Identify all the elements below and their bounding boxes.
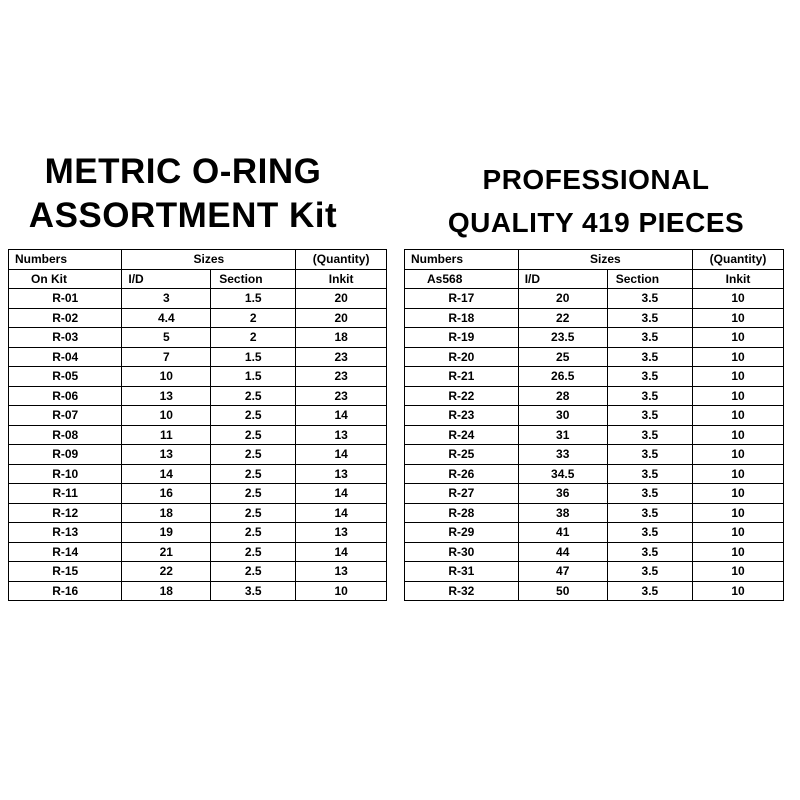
table-cell: 20 bbox=[296, 289, 387, 309]
table-cell: 13 bbox=[296, 562, 387, 582]
table-cell: 2.5 bbox=[211, 425, 296, 445]
table-cell: 18 bbox=[122, 503, 211, 523]
table-row bbox=[9, 386, 387, 406]
header-row-sub bbox=[9, 269, 387, 289]
table-cell: 31 bbox=[518, 425, 607, 445]
table-row bbox=[405, 328, 784, 348]
table-cell: 2.5 bbox=[211, 386, 296, 406]
col-subheader-section: Section bbox=[211, 269, 296, 289]
table-cell: 3.5 bbox=[607, 445, 692, 465]
table-cell: 3.5 bbox=[607, 523, 692, 543]
col-subheader-inkit: Inkit bbox=[296, 269, 387, 289]
table-cell: 11 bbox=[122, 425, 211, 445]
title-left-line1: METRIC O-RING bbox=[44, 152, 322, 191]
table-cell: 5 bbox=[122, 328, 211, 348]
table-cell: R-09 bbox=[9, 445, 122, 465]
title-right-line1: PROFESSIONAL bbox=[482, 164, 710, 195]
table-cell: 36 bbox=[518, 484, 607, 504]
table-row bbox=[9, 425, 387, 445]
table-cell: R-32 bbox=[405, 581, 519, 601]
table-cell: 19 bbox=[122, 523, 211, 543]
table-cell: 3.5 bbox=[607, 484, 692, 504]
table-row bbox=[405, 581, 784, 601]
table-cell: 10 bbox=[693, 562, 784, 582]
table-header bbox=[9, 250, 387, 289]
col-header-quantity: (Quantity) bbox=[693, 250, 784, 270]
table-cell: 14 bbox=[122, 464, 211, 484]
table-cell: 3.5 bbox=[607, 503, 692, 523]
table-cell: 14 bbox=[296, 406, 387, 426]
table-cell: R-15 bbox=[9, 562, 122, 582]
table-row bbox=[405, 308, 784, 328]
table-cell: 10 bbox=[693, 386, 784, 406]
table-cell: R-03 bbox=[9, 328, 122, 348]
table-row bbox=[405, 445, 784, 465]
title-right-line2: QUALITY 419 PIECES bbox=[447, 207, 745, 239]
table-cell: 2 bbox=[211, 308, 296, 328]
table-row bbox=[9, 542, 387, 562]
table-cell: 23 bbox=[296, 386, 387, 406]
table-cell: 3.5 bbox=[607, 328, 692, 348]
table-cell: R-25 bbox=[405, 445, 519, 465]
table-cell: R-20 bbox=[405, 347, 519, 367]
table-cell: R-29 bbox=[405, 523, 519, 543]
table-cell: 22 bbox=[518, 308, 607, 328]
table-row bbox=[9, 406, 387, 426]
table-cell: 10 bbox=[693, 347, 784, 367]
table-cell: R-28 bbox=[405, 503, 519, 523]
metric-oring-kit-table bbox=[8, 249, 387, 601]
table-row bbox=[405, 425, 784, 445]
table-cell: 2.5 bbox=[211, 484, 296, 504]
table-cell: 3.5 bbox=[607, 367, 692, 387]
table-row bbox=[405, 289, 784, 309]
table-cell: 22 bbox=[122, 562, 211, 582]
table-cell: 10 bbox=[693, 445, 784, 465]
table-cell: R-18 bbox=[405, 308, 519, 328]
table-cell: 26.5 bbox=[518, 367, 607, 387]
table-cell: R-10 bbox=[9, 464, 122, 484]
table-cell: 3.5 bbox=[607, 386, 692, 406]
table-cell: R-22 bbox=[405, 386, 519, 406]
table-row bbox=[405, 347, 784, 367]
table-row bbox=[9, 484, 387, 504]
table-cell: 13 bbox=[122, 445, 211, 465]
table-row bbox=[9, 445, 387, 465]
table-cell: 23 bbox=[296, 367, 387, 387]
table-header bbox=[405, 250, 784, 289]
table-cell: 1.5 bbox=[211, 367, 296, 387]
table-row bbox=[405, 367, 784, 387]
col-header-numbers: Numbers bbox=[9, 250, 122, 270]
table-cell: 10 bbox=[693, 542, 784, 562]
table-cell: 3.5 bbox=[607, 347, 692, 367]
table-row bbox=[9, 523, 387, 543]
table-cell: 38 bbox=[518, 503, 607, 523]
table-cell: 13 bbox=[122, 386, 211, 406]
table-cell: 3.5 bbox=[607, 542, 692, 562]
table-cell: 3.5 bbox=[607, 308, 692, 328]
table-row bbox=[9, 367, 387, 387]
table-cell: R-12 bbox=[9, 503, 122, 523]
col-header-numbers: Numbers bbox=[405, 250, 519, 270]
table-row bbox=[405, 523, 784, 543]
table-cell: 2.5 bbox=[211, 503, 296, 523]
col-subheader-id: I/D bbox=[518, 269, 607, 289]
table-cell: R-23 bbox=[405, 406, 519, 426]
table-cell: 10 bbox=[693, 289, 784, 309]
table-body bbox=[405, 289, 784, 601]
table-row bbox=[9, 308, 387, 328]
table-cell: 10 bbox=[296, 581, 387, 601]
table-cell: 50 bbox=[518, 581, 607, 601]
table-cell: R-04 bbox=[9, 347, 122, 367]
col-subheader-id: I/D bbox=[122, 269, 211, 289]
table-row bbox=[9, 289, 387, 309]
table-cell: 3 bbox=[122, 289, 211, 309]
table-row bbox=[9, 562, 387, 582]
col-header-sizes: Sizes bbox=[518, 250, 692, 270]
header-row-top bbox=[405, 250, 784, 270]
table-cell: 20 bbox=[518, 289, 607, 309]
table-cell: 1.5 bbox=[211, 347, 296, 367]
table-row bbox=[9, 581, 387, 601]
table-row bbox=[9, 464, 387, 484]
table-cell: 10 bbox=[693, 406, 784, 426]
table-cell: 34.5 bbox=[518, 464, 607, 484]
table-cell: 10 bbox=[693, 328, 784, 348]
table-cell: 10 bbox=[122, 367, 211, 387]
col-subheader-on-kit: On Kit bbox=[9, 269, 122, 289]
table-cell: 2.5 bbox=[211, 542, 296, 562]
table-cell: 14 bbox=[296, 484, 387, 504]
table-cell: R-16 bbox=[9, 581, 122, 601]
table-cell: 23.5 bbox=[518, 328, 607, 348]
page-title-right bbox=[400, 158, 792, 245]
table-cell: R-11 bbox=[9, 484, 122, 504]
header-row-top bbox=[9, 250, 387, 270]
table-cell: R-05 bbox=[9, 367, 122, 387]
table-cell: 2 bbox=[211, 328, 296, 348]
table-cell: 10 bbox=[693, 367, 784, 387]
table-cell: R-13 bbox=[9, 523, 122, 543]
table-cell: 2.5 bbox=[211, 445, 296, 465]
table-cell: R-06 bbox=[9, 386, 122, 406]
table-cell: 7 bbox=[122, 347, 211, 367]
table-row bbox=[405, 503, 784, 523]
table-cell: 10 bbox=[693, 464, 784, 484]
table-cell: 10 bbox=[693, 581, 784, 601]
table-row bbox=[405, 406, 784, 426]
table-cell: 1.5 bbox=[211, 289, 296, 309]
title-left-line2: ASSORTMENT Kit bbox=[28, 196, 338, 236]
table-cell: 41 bbox=[518, 523, 607, 543]
table-cell: R-08 bbox=[9, 425, 122, 445]
table-cell: 2.5 bbox=[211, 562, 296, 582]
table-cell: 3.5 bbox=[211, 581, 296, 601]
table-cell: R-14 bbox=[9, 542, 122, 562]
table-cell: 21 bbox=[122, 542, 211, 562]
table-cell: R-30 bbox=[405, 542, 519, 562]
table-cell: 4.4 bbox=[122, 308, 211, 328]
table-cell: 28 bbox=[518, 386, 607, 406]
table-cell: R-17 bbox=[405, 289, 519, 309]
table-row bbox=[9, 503, 387, 523]
table-cell: 30 bbox=[518, 406, 607, 426]
table-cell: 14 bbox=[296, 542, 387, 562]
table-cell: 2.5 bbox=[211, 523, 296, 543]
table-cell: R-26 bbox=[405, 464, 519, 484]
table-cell: 20 bbox=[296, 308, 387, 328]
col-subheader-inkit: Inkit bbox=[693, 269, 784, 289]
page-title-left bbox=[0, 150, 368, 239]
table-cell: 10 bbox=[122, 406, 211, 426]
table-cell: 14 bbox=[296, 445, 387, 465]
table-cell: R-01 bbox=[9, 289, 122, 309]
table-cell: 16 bbox=[122, 484, 211, 504]
table-cell: 13 bbox=[296, 464, 387, 484]
col-header-quantity: (Quantity) bbox=[296, 250, 387, 270]
table-cell: 18 bbox=[122, 581, 211, 601]
table-cell: 13 bbox=[296, 523, 387, 543]
table-row bbox=[405, 562, 784, 582]
table-cell: 10 bbox=[693, 425, 784, 445]
table-cell: R-24 bbox=[405, 425, 519, 445]
table-cell: 3.5 bbox=[607, 464, 692, 484]
table-cell: 47 bbox=[518, 562, 607, 582]
table-cell: 2.5 bbox=[211, 464, 296, 484]
table-row bbox=[405, 542, 784, 562]
table-cell: 18 bbox=[296, 328, 387, 348]
table-cell: 3.5 bbox=[607, 581, 692, 601]
header-row-sub bbox=[405, 269, 784, 289]
table-cell: R-27 bbox=[405, 484, 519, 504]
table-cell: 14 bbox=[296, 503, 387, 523]
table-cell: 13 bbox=[296, 425, 387, 445]
table-cell: R-02 bbox=[9, 308, 122, 328]
table-row bbox=[9, 347, 387, 367]
table-cell: 10 bbox=[693, 503, 784, 523]
table-cell: 3.5 bbox=[607, 289, 692, 309]
col-subheader-as568: As568 bbox=[405, 269, 519, 289]
table-cell: 2.5 bbox=[211, 406, 296, 426]
table-cell: 3.5 bbox=[607, 406, 692, 426]
table-cell: 3.5 bbox=[607, 425, 692, 445]
as568-kit-table bbox=[404, 249, 784, 601]
table-cell: 44 bbox=[518, 542, 607, 562]
table-cell: 10 bbox=[693, 308, 784, 328]
table-row bbox=[405, 464, 784, 484]
table-row bbox=[9, 328, 387, 348]
table-cell: R-19 bbox=[405, 328, 519, 348]
table-cell: 10 bbox=[693, 484, 784, 504]
table-body bbox=[9, 289, 387, 601]
col-subheader-section: Section bbox=[607, 269, 692, 289]
table-cell: 3.5 bbox=[607, 562, 692, 582]
table-cell: R-21 bbox=[405, 367, 519, 387]
table-cell: R-07 bbox=[9, 406, 122, 426]
table-row bbox=[405, 484, 784, 504]
col-header-sizes: Sizes bbox=[122, 250, 296, 270]
table-row bbox=[405, 386, 784, 406]
table-cell: 10 bbox=[693, 523, 784, 543]
table-cell: R-31 bbox=[405, 562, 519, 582]
table-cell: 33 bbox=[518, 445, 607, 465]
table-cell: 23 bbox=[296, 347, 387, 367]
table-cell: 25 bbox=[518, 347, 607, 367]
